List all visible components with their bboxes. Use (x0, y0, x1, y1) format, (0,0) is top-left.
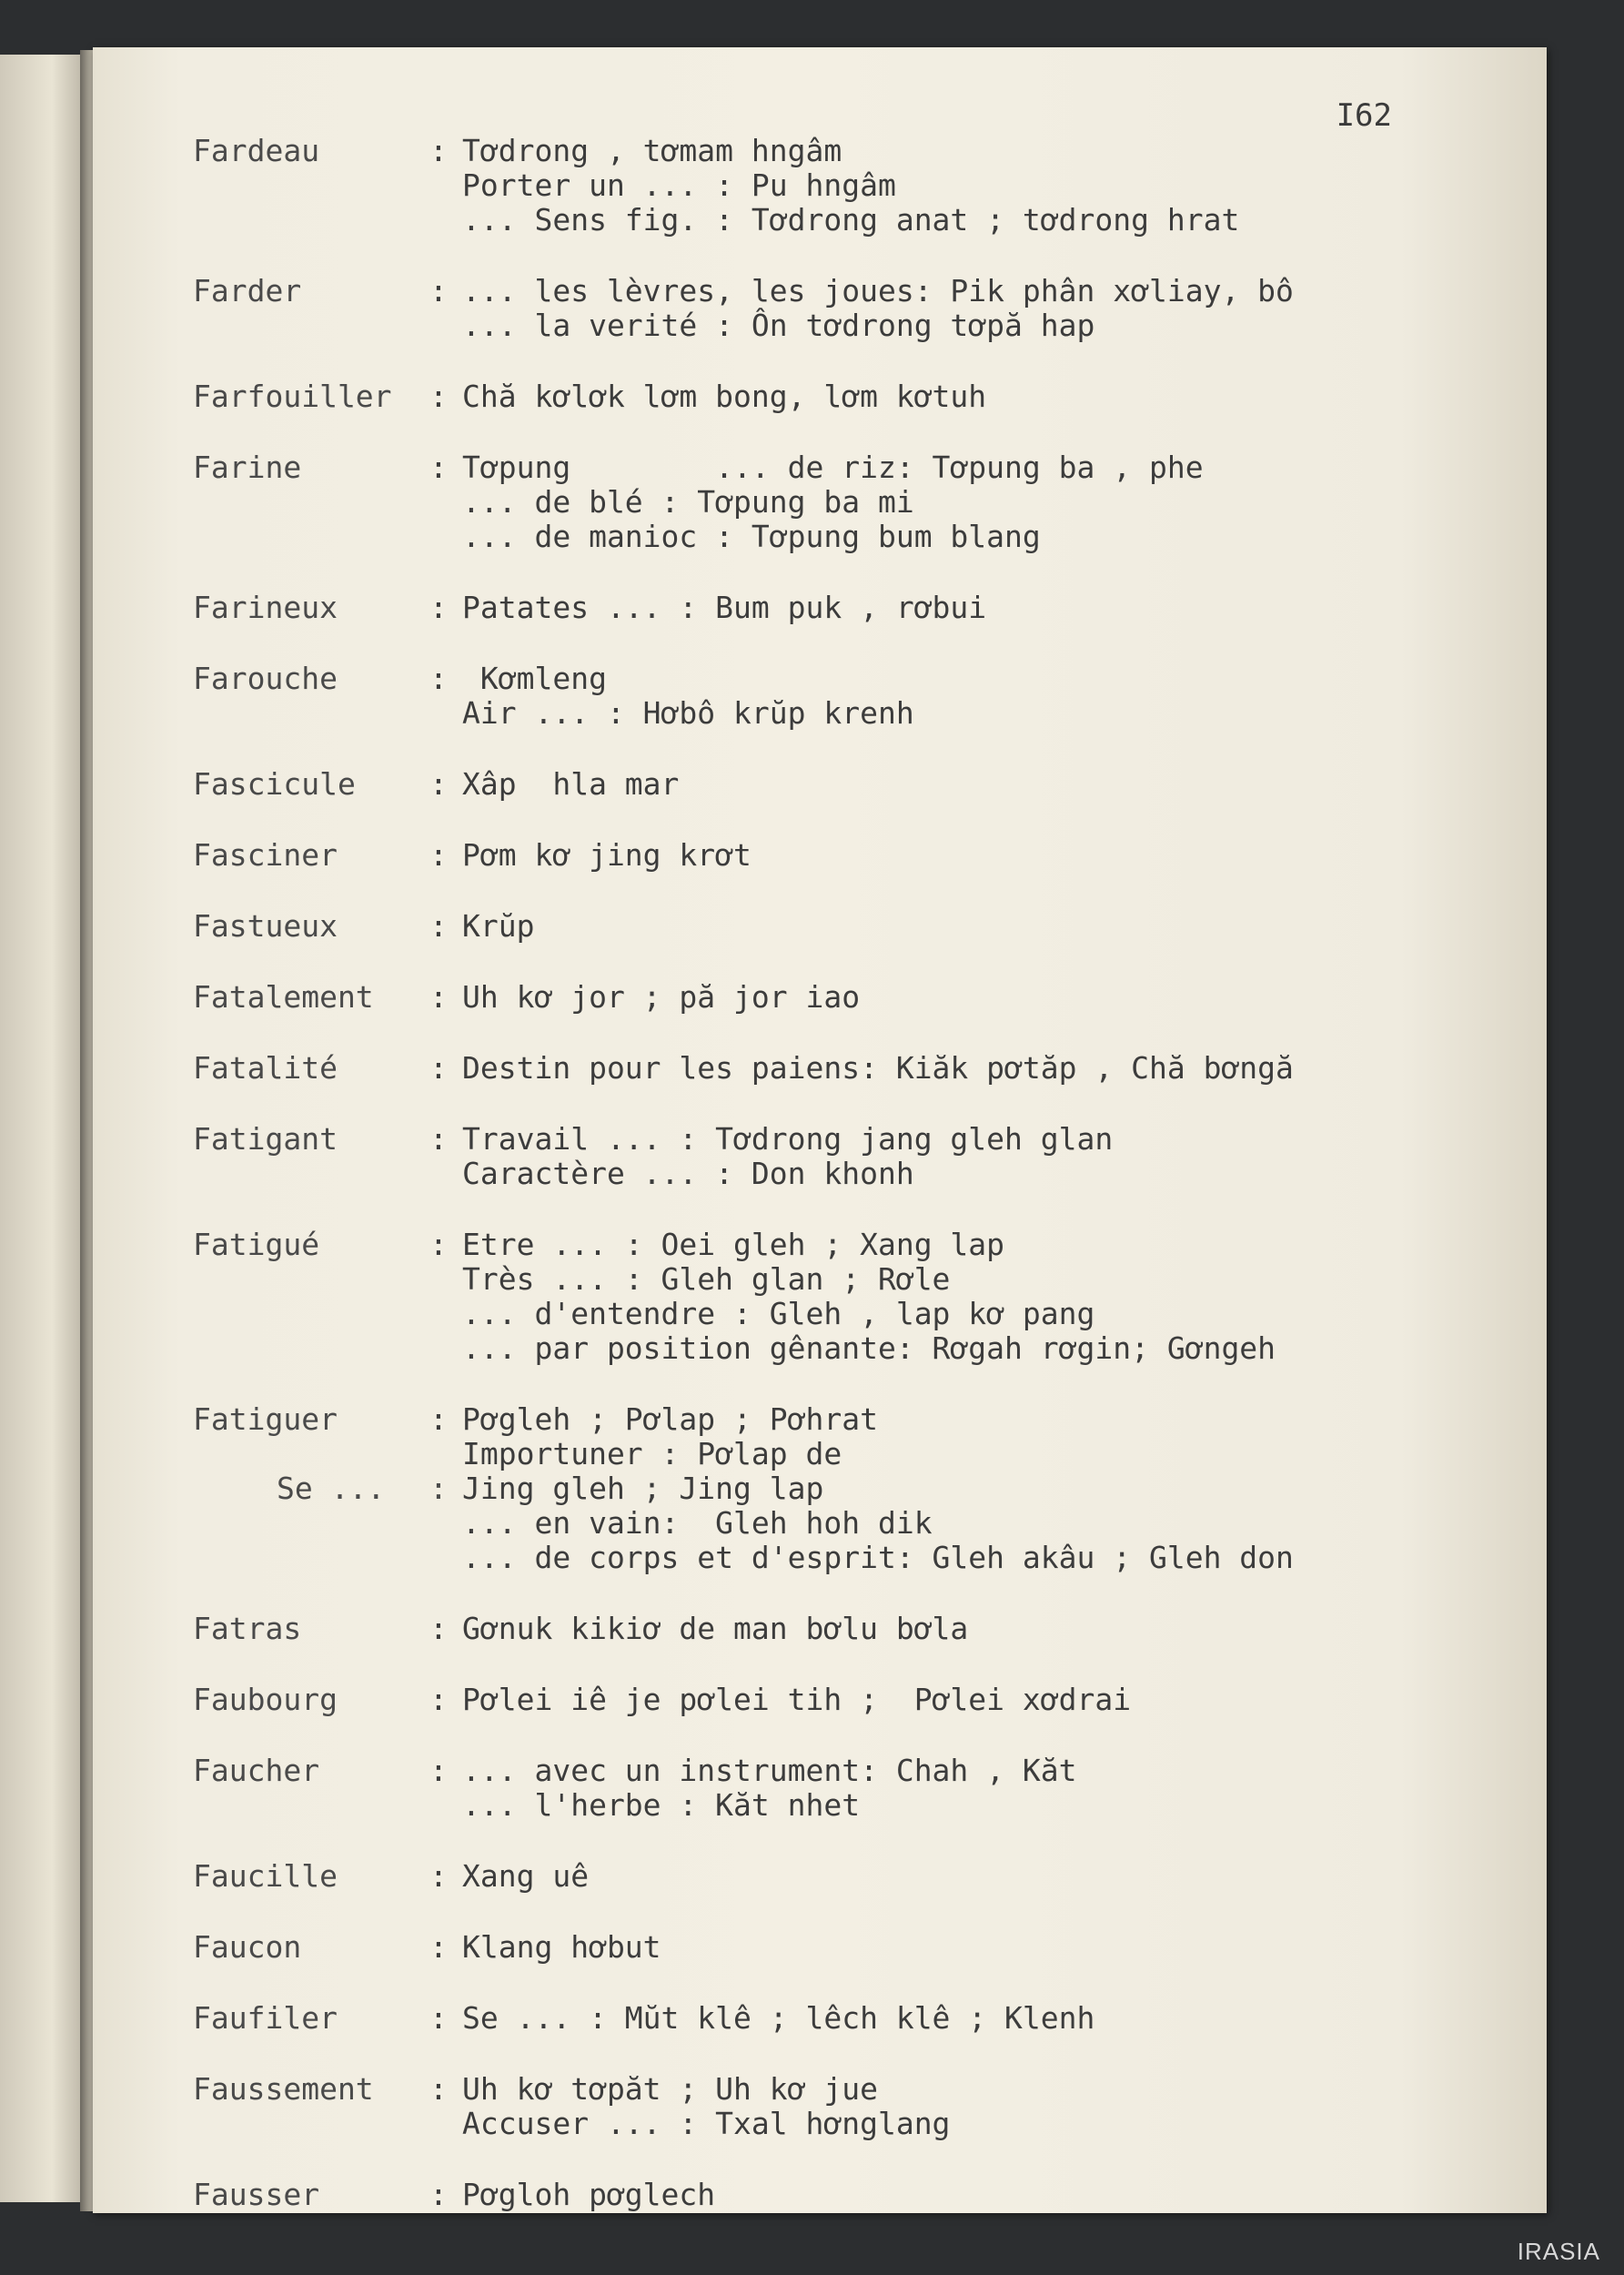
entry-separator: : (429, 837, 448, 873)
definition-line: ... de manioc : Tơpung bum blang (462, 519, 1041, 554)
definition-line: Jing gleh ; Jing lap (462, 1471, 824, 1506)
entry-separator: : (429, 1227, 448, 1262)
definition-line: ... par position gênante: Rơgah rơgin; Gơngeh (462, 1330, 1276, 1366)
entry-headword: Faucon (193, 1929, 302, 1965)
dictionary-entry (193, 2001, 1521, 2036)
entry-separator: : (429, 450, 448, 485)
entry-headword: Faufiler (193, 2000, 338, 2036)
entry-separator: : (429, 379, 448, 414)
definition-line: Très ... : Gleh glan ; Rơle (462, 1261, 951, 1297)
entry-headword: Fatigué (193, 1227, 320, 1262)
entry-headword: Farineux (193, 590, 338, 625)
dictionary-entry (193, 274, 1521, 343)
definition-line: ... avec un instrument: Chah , Kăt (462, 1753, 1077, 1788)
entry-definitions (462, 1402, 1521, 1471)
entry-definitions (462, 662, 1521, 731)
sub-entry-headword (193, 1471, 462, 1506)
dictionary-entry (193, 909, 1521, 944)
definition-line: ... de corps et d'esprit: Gleh akâu ; Gleh don (462, 1540, 1294, 1575)
entry-separator: : (429, 590, 448, 625)
page-number: I62 (1336, 97, 1392, 134)
definition-line: Tơdrong , tơmam hngâm (462, 133, 842, 168)
definition-line: Gơnuk kikiơ de man bơlu bơla (462, 1611, 969, 1646)
entry-separator: : (429, 661, 448, 696)
sub-entry-spacer (193, 1541, 462, 1575)
entry-separator: : (429, 1929, 448, 1965)
definition-line: ... l'herbe : Kăt nhet (462, 1787, 861, 1823)
definition-line: Chă kơlơk lơm bong, lơm kơtuh (462, 379, 987, 414)
entry-definitions (462, 591, 1521, 625)
entry-definitions (462, 1228, 1521, 1366)
definition-line: Klang hơbut (462, 1929, 661, 1965)
dictionary-entry (193, 980, 1521, 1015)
entry-headword: Faucille (193, 1858, 338, 1894)
entry-definitions (462, 134, 1521, 238)
dictionary-entry (193, 1859, 1521, 1894)
definition-line: Caractère ... : Don khonh (462, 1156, 914, 1191)
definition-line: ... les lèvres, les joues: Pik phân xơliay, bô (462, 273, 1294, 308)
entry-separator: : (429, 1611, 448, 1646)
entry-headword: Fatalité (193, 1050, 338, 1086)
dictionary-entry (193, 767, 1521, 802)
dictionary-entry (193, 662, 1521, 731)
definition-line: Uh kơ jor ; pă jor iao (462, 979, 861, 1015)
dictionary-entry (193, 1402, 1521, 1471)
dictionary-entry (193, 1122, 1521, 1191)
entry-headword: Fatalement (193, 979, 374, 1015)
definition-line: Travail ... : Tơdrong jang gleh glan (462, 1121, 1114, 1157)
entry-definitions (462, 2072, 1521, 2141)
entry-definitions (462, 1612, 1521, 1646)
definition-line: Air ... : Hơbô krŭp krenh (462, 695, 914, 731)
dictionary-entry (193, 1683, 1521, 1717)
entry-list (193, 134, 1521, 2249)
entry-definitions (462, 767, 1521, 802)
definition-line: ... la verité : Ôn tơdrong tơpă hap (462, 308, 1095, 343)
entry-headword: Faucher (193, 1753, 320, 1788)
dictionary-entry (193, 1612, 1521, 1646)
definition-line: Xang uê (462, 1858, 590, 1894)
entry-separator: : (429, 766, 448, 802)
entry-separator: : (429, 2000, 448, 2036)
definition-line: Pơm kơ jing krơt (462, 837, 751, 873)
entry-definitions (462, 1683, 1521, 1717)
entry-definitions (462, 1122, 1521, 1191)
sub-entry-spacer (193, 1506, 462, 1541)
definition-line: Destin pour les paiens: Kiăk pơtăp , Chă bơngă (462, 1050, 1294, 1086)
dictionary-page (93, 47, 1547, 2213)
entry-separator: : (429, 908, 448, 944)
definition-line: Se ... : Mŭt klê ; lêch klê ; Klenh (462, 2000, 1095, 2036)
definition-line: Krŭp (462, 908, 535, 944)
dictionary-entry (193, 134, 1521, 238)
definition-line: Etre ... : Oei gleh ; Xang lap (462, 1227, 1005, 1262)
entry-separator: : (429, 1858, 448, 1894)
definition-line: ... d'entendre : Gleh , lap kơ pang (462, 1296, 1095, 1331)
entry-separator: : (429, 1682, 448, 1717)
definition-line: Pơlei iê je pơlei tih ; Pơlei xơdrai (462, 1682, 1132, 1717)
entry-definitions (462, 1051, 1521, 1086)
definition-line: ... de blé : Tơpung ba mi (462, 484, 914, 520)
definition-line: Xâp hla mar (462, 766, 680, 802)
definition-line: ... en vain: Gleh hoh dik (462, 1505, 933, 1541)
entry-headword: Fascicule (193, 766, 356, 802)
definition-line: Porter un ... : Pu hngâm (462, 167, 896, 203)
entry-headword: Fardeau (193, 133, 320, 168)
entry-headword: Fatigant (193, 1121, 338, 1157)
definition-line: Patates ... : Bum puk , rơbui (462, 590, 987, 625)
dictionary-entry (193, 1930, 1521, 1965)
definition-line: Kơmleng (462, 661, 607, 696)
dictionary-entry (193, 838, 1521, 873)
entry-separator: : (429, 1753, 448, 1788)
entry-definitions (462, 1754, 1521, 1823)
dictionary-entry (193, 2178, 1521, 2212)
entry-separator: : (429, 1050, 448, 1086)
entry-headword: Fatiguer (193, 1401, 338, 1437)
entry-headword: Farouche (193, 661, 338, 696)
definition-line: Importuner : Pơlap de (462, 1436, 842, 1471)
entry-headword: Fausser (193, 2177, 320, 2212)
entry-definitions (462, 980, 1521, 1015)
dictionary-entry (193, 591, 1521, 625)
watermark: IRASIA (1517, 2238, 1600, 2265)
dictionary-entry (193, 1754, 1521, 1823)
entry-separator: : (429, 1121, 448, 1157)
dictionary-entry (193, 2072, 1521, 2141)
definition-line: Pơgleh ; Pơlap ; Pơhrat (462, 1401, 878, 1437)
definition-line: Tơpung ... de riz: Tơpung ba , phe (462, 450, 1204, 485)
entry-definitions (462, 2178, 1521, 2212)
sub-entry (193, 1471, 1521, 1575)
definition-line: Uh kơ tơpăt ; Uh kơ jue (462, 2071, 878, 2107)
entry-headword: Faubourg (193, 1682, 338, 1717)
entry-definitions (462, 1930, 1521, 1965)
entry-definitions (462, 909, 1521, 944)
entry-definitions (462, 379, 1521, 414)
entry-headword: Farder (193, 273, 302, 308)
entry-definitions (462, 1859, 1521, 1894)
entry-definitions (462, 274, 1521, 343)
entry-separator: : (429, 2071, 448, 2107)
entry-definitions (462, 2001, 1521, 2036)
entry-separator: : (429, 979, 448, 1015)
dictionary-entry (193, 450, 1521, 554)
sub-entry-headword-text: Se ... (277, 1471, 386, 1506)
entry-headword: Farine (193, 450, 302, 485)
entry-headword: Fatras (193, 1611, 302, 1646)
entry-definitions (462, 838, 1521, 873)
dictionary-entry (193, 1228, 1521, 1366)
dictionary-entry (193, 379, 1521, 414)
definition-line: Pơgloh pơglech (462, 2177, 716, 2212)
dictionary-entry (193, 1051, 1521, 1086)
definition-line: Accuser ... : Txal hơnglang (462, 2106, 951, 2141)
entry-headword: Faussement (193, 2071, 374, 2107)
entry-headword: Fastueux (193, 908, 338, 944)
entry-separator: : (429, 1471, 448, 1506)
left-page-edge (0, 55, 86, 2202)
entry-separator: : (429, 2177, 448, 2212)
entry-headword: Fasciner (193, 837, 338, 873)
entry-separator: : (429, 133, 448, 168)
entry-headword: Farfouiller (193, 379, 392, 414)
entry-separator: : (429, 1401, 448, 1437)
entry-definitions (462, 450, 1521, 554)
definition-line: ... Sens fig. : Tơdrong anat ; tơdrong hrat (462, 202, 1240, 238)
entry-separator: : (429, 273, 448, 308)
